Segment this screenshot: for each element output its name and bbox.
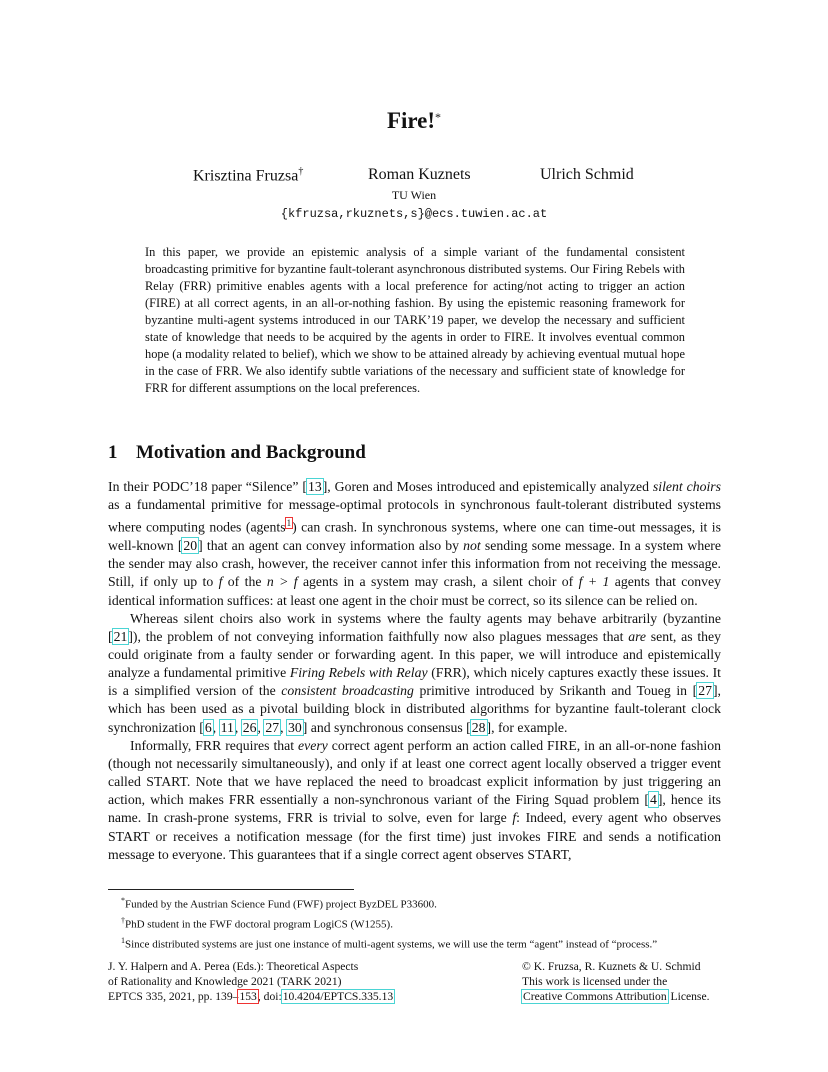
- citation-link[interactable]: 30: [287, 719, 302, 735]
- footnote: $^1$Since distributed systems are just one instance of multi-agent systems, we will use the term “agent” instead of “process.”: [121, 935, 658, 951]
- paragraph-3: Informally, FRR requires that every correct agent perform an action called FIRE, in an all-or-none fashion (though not necessarily simultaneously), and only if at least one correct agent locally observed a trigger event called START. Note that we have replaced the need to broadcast explicit information by just triggering an action, which makes FRR essentially a non-synchronous variant of the Firing Squad problem [4], hence its name. In crash-prone systems, FRR is trivial to solve, even for large f: Indeed, every agent who observes START or receives a notification message (for the first time) just invokes FIRE and sends a notification message to everyone. This guarantees that if a single correct agent observes START,: [108, 737, 721, 862]
- footnote: *Funded by the Austrian Science Fund (FWF) project ByzDEL P33600.: [121, 896, 437, 911]
- doi-link[interactable]: 10.4204/EPTCS.335.13: [282, 990, 394, 1003]
- body-text: [108, 478, 721, 864]
- abstract: In this paper, we provide an epistemic analysis of a simple variant of the fundamental consistent broadcasting primitive for byzantine fault-tolerant asynchronous distributed systems. Our Firing Rebels with Relay (FRR) primitive enables agents with a local preference for acting/not acting to trigger an action (FIRE) at all correct agents, in an all-or-nothing fashion. By using the epistemic reasoning framework for byzantine multi-agent systems introduced in our TARK’19 paper, we develop the necessary and sufficient state of knowledge that needs to be acquired by the agents in order to FIRE. It involves eventual common hope (a modality related to belief), which we show to be attained already by achieving eventual mutual hope in the case of FRR. We also identify subtle variations of the necessary and sufficient state of knowledge for FRR for different assumptions on the local preferences.: [145, 245, 685, 395]
- citation-link[interactable]: 26: [242, 719, 257, 735]
- author-email: {kfruzsa,rkuznets,s}@ecs.tuwien.ac.at: [280, 207, 548, 221]
- section-heading: 1 Motivation and Background: [108, 442, 366, 463]
- paper-title: Fire!*: [386, 108, 442, 133]
- citation-link[interactable]: 4: [649, 792, 657, 808]
- footnote-rule: [108, 889, 354, 890]
- author-kuznets: Roman Kuznets: [368, 166, 471, 183]
- citation-link[interactable]: 28: [471, 719, 486, 735]
- footnote: †PhD student in the FWF doctoral program LogiCS (W1255).: [121, 915, 393, 931]
- citation-link[interactable]: 27: [265, 719, 280, 735]
- affiliation: TU Wien: [391, 188, 437, 202]
- footnote-link[interactable]: 1: [286, 518, 292, 529]
- title-footnote-mark: *: [435, 110, 442, 124]
- citation-link[interactable]: 11: [220, 719, 234, 735]
- citation-link[interactable]: 13: [307, 479, 322, 494]
- citation-link[interactable]: 21: [113, 628, 128, 644]
- citation-link[interactable]: 6: [204, 719, 212, 735]
- citation-link[interactable]: 27: [698, 683, 712, 699]
- publication-info: J. Y. Halpern and A. Perea (Eds.): Theoretical Aspects of Rationality and Knowledge 2021 (TARK 2021) EPTCS 335, 2021, pp. 139–153, doi:10.4204/EPTCS.335.13: [108, 960, 394, 1003]
- paragraph-1: In their PODC’18 paper “Silence” [13], Goren and Moses introduced and epistemically analyzed silent choirs as a fundamental primitive for message-optimal protocols in synchronous fault-tolerant distributed systems where computing nodes (agents$^1$) can crash. In synchronous systems, where one can time-out messages, it is well-known [20] that an agent can convey information also by not sending some message. In a system where the sender may also crash, however, the receiver cannot infer this information from not receiving the message. Still, if only up to f of the n > f agents in a system may crash, a silent choir of f + 1 agents that convey identical information suffices: at least one agent in the choir must be correct, so its silence can be relied on.: [108, 479, 721, 608]
- author-schmid: Ulrich Schmid: [540, 166, 634, 183]
- paragraph-2: Whereas silent choirs also work in systems where the faulty agents may behave arbitrarily (byzantine [21]), the problem of not conveying information faithfully now also plagues messages that are sent, as they could originate from a faulty sender or forwarding agent. In this paper, we will introduce and epistemically analyze a fundamental primitive Firing Rebels with Relay (FRR), which nicely captures exactly these issues. It is a simplified version of the consistent broadcasting primitive introduced by Srikanth and Toueg in [27], which has been used as a pivotal building block in distributed algorithms for byzantine fault-tolerant clock synchronization [6, 11, 26, 27, 30] and synchronous consensus [28], for example.: [108, 610, 722, 735]
- footnotes: [108, 893, 748, 953]
- citation-link[interactable]: 20: [183, 538, 198, 554]
- license-info: © K. Fruzsa, R. Kuznets & U. Schmid This work is licensed under the Creative Commons Attribution License.: [522, 960, 710, 1003]
- author-fruzsa: Krisztina Fruzsa†: [193, 166, 304, 185]
- last-page-link[interactable]: 153: [239, 990, 257, 1003]
- license-link[interactable]: Creative Commons Attribution: [523, 990, 667, 1003]
